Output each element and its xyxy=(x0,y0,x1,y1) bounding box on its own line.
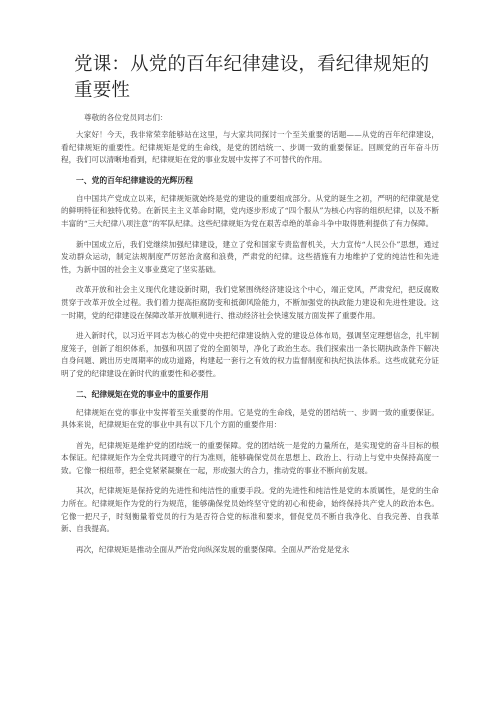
section-1-paragraph-4: 进入新时代，以习近平同志为核心的党中央把纪律建设纳入党的建设总体布局，强调坚定理想信念，扎牢制度笼子，创新了组织体系，加强和巩固了党的全面领导，净化了政治生态。我们探索出一条长期执政条件下解决自身问题、跳出历史周期率的成功道路，构建起一套行之有效的权力监督制度和执纪执法体系。这些成就充分证明了党的纪律建设在新时代的重要性和必要性。 xyxy=(61,331,439,378)
section-1-paragraph-1: 自中国共产党成立以来，纪律规矩就始终是党的建设的重要组成部分。从党的诞生之初，严明的纪律就是党的鲜明特征和独特优势。在新民主主义革命时期，党内逐步形成了“四个服从”为核心内容的组织纪律，以及不断丰富的“三大纪律八项注意”的军队纪律。这些纪律规矩为党在艰苦卓绝的革命斗争中取得胜利提供了有力保障。 xyxy=(61,193,439,228)
salutation: 尊敬的各位党员同志们： xyxy=(84,113,168,122)
section-2-paragraph-1: 纪律规矩在党的事业中发挥着至关重要的作用。它是党的生命线，是党的团结统一、步调一致的重要保证。具体来说，纪律规矩在党的事业中具有以下几个方面的重要作用： xyxy=(61,407,439,430)
document-title: 党课：从党的百年纪律建设，看纪律规矩的重要性 xyxy=(74,54,430,101)
section-2-paragraph-3: 其次，纪律规矩是保持党的先进性和纯洁性的重要手段。党的先进性和纯洁性是党的本质属性，是党的生命力所在。纪律规矩作为党的行为规范，能够确保党员始终坚守党的初心和使命，始终保持共产党人的政治本色。它像一把尺子，时刻衡量着党员的行为是否符合党的标准和要求，督促党员不断自我净化、自我完善、自我革新、自我提高。 xyxy=(61,486,439,534)
section-2-paragraph-2: 首先，纪律规矩是维护党的团结统一的重要保障。党的团结统一是党的力量所在，是实现党的奋斗目标的根本保证。纪律规矩作为全党共同遵守的行为准则，能够确保党员在思想上、政治上、行动上与党中央保持高度一致。它像一根纽带，把全党紧紧凝聚在一起，形成强大的合力，推动党的事业不断向前发展。 xyxy=(61,440,439,475)
section-heading-1: 一、党的百年纪律建设的光辉历程 xyxy=(76,175,193,185)
section-1-paragraph-3: 改革开放和社会主义现代化建设新时期，我们党紧围绕经济建设这个中心，端正党风，严肃党纪，把反腐败贯穿于改革开放全过程。我们着力提高拒腐防变和抵御风险能力，不断加强党的执政能力建设和先进性建设。这一时期，党的纪律建设在保障改革开放顺利进行、推动经济社会快速发展方面发挥了重要作用。 xyxy=(61,285,439,320)
section-heading-2: 二、纪律规矩在党的事业中的重要作用 xyxy=(76,389,209,399)
section-1-paragraph-2: 新中国成立后，我们党继续加强纪律建设，建立了党和国家专责监督机关，大力宣传“人民公仆”思想，通过发动群众运动，制定法规制度严厉惩治贪腐和浪费，严肃党的纪律。这些措施有力地维护了党的纯洁性和先进性，为新中国的社会主义事业奠定了坚实基础。 xyxy=(61,239,439,274)
intro-paragraph: 大家好！今天，我非常荣幸能够站在这里，与大家共同探讨一个至关重要的话题——从党的百年纪律建设，看纪律规矩的重要性。纪律规矩是党的生命线，是党的团结统一、步调一致的重要保证。回顾党的百年奋斗历程，我们可以清晰地看到，纪律规矩在党的事业发展中发挥了不可替代的作用。 xyxy=(61,130,439,165)
section-2-paragraph-4: 再次，纪律规矩是推动全面从严治党向纵深发展的重要保障。全面从严治党是党永 xyxy=(76,544,350,554)
